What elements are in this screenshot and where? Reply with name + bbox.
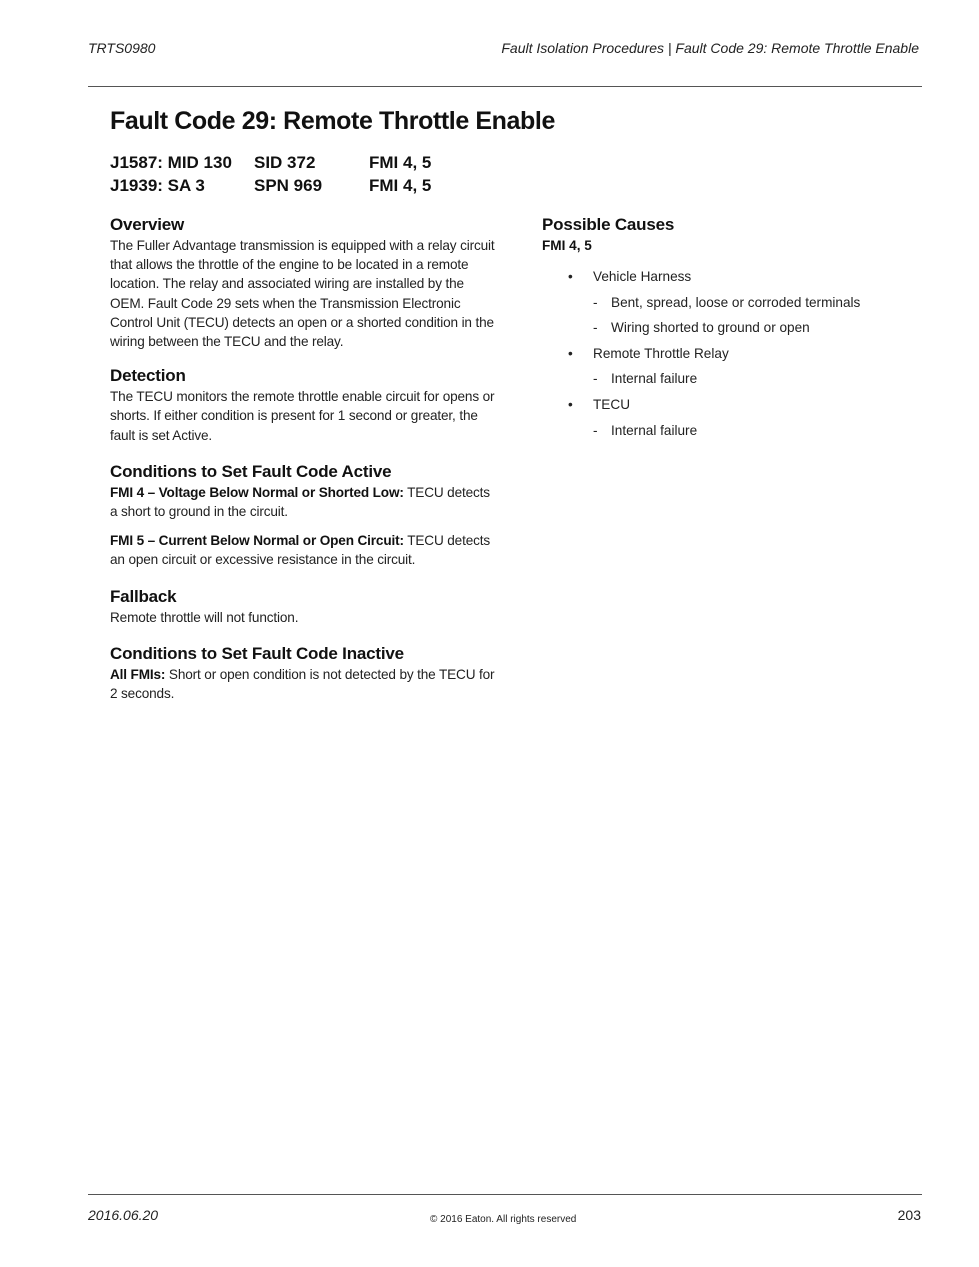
list-item [593,293,902,312]
footer-copyright: © 2016 Eaton. All rights reserved [430,1214,577,1225]
dash-icon: - [593,294,598,310]
fallback-heading: Fallback [110,586,177,606]
header-doc-id: TRTS0980 [88,40,156,56]
right-column [542,214,902,446]
bullet-icon: • [568,345,573,361]
list-item [593,369,902,388]
cause-detail: Wiring shorted to ground or open [611,320,810,336]
header-divider [88,86,922,87]
code-fmi: FMI 4, 5 [369,176,432,195]
cause-label: TECU [593,396,631,412]
list-item [542,395,902,440]
code-id: SPN 969 [254,176,323,195]
fallback-text: Remote throttle will not function. [110,609,299,625]
possible-causes-fmi: FMI 4, 5 [542,238,592,253]
conditions-inactive-heading: Conditions to Set Fault Code Inactive [110,643,404,663]
dash-icon: - [593,320,598,336]
code-fmi: FMI 4, 5 [369,153,432,172]
bullet-icon: • [568,269,573,284]
left-column [110,214,495,703]
condition-fmi5 [110,531,495,569]
condition-label: All FMIs: [110,666,166,682]
code-protocol: J1587: MID 130 [110,153,232,172]
possible-causes-heading: Possible Causes [542,215,675,234]
condition-text: TECU detects a short to ground in the circuit. [110,484,490,520]
condition-label: FMI 5 – Current Below Normal or Open Circuit: [110,533,404,549]
conditions-active-heading: Conditions to Set Fault Code Active [110,461,392,481]
cause-label: Remote Throttle Relay [593,345,729,361]
dash-icon: - [593,422,598,438]
page-number: 203 [897,1207,921,1223]
code-protocol: J1939: SA 3 [110,176,205,195]
cause-detail: Bent, spread, loose or corroded terminals [611,294,861,310]
dash-icon: - [593,371,598,387]
bullet-icon: • [568,396,573,412]
condition-text: Short or open condition is not detected by the TECU for 2 seconds. [110,666,495,702]
list-item [593,421,902,440]
cause-label: Vehicle Harness [593,269,692,284]
detection-heading: Detection [110,366,186,386]
condition-inactive [110,665,495,703]
page-title: Fault Code 29: Remote Throttle Enable [110,107,555,135]
possible-causes-list [542,267,902,440]
overview-heading: Overview [110,215,185,234]
code-id: SID 372 [254,153,316,172]
list-item [593,318,902,337]
condition-fmi4 [110,483,495,521]
header-section-title: Fault Isolation Procedures | Fault Code 29: Remote Throttle Enable [501,40,919,56]
list-item [542,267,902,337]
cause-detail: Internal failure [611,371,698,387]
list-item [542,344,902,389]
condition-text: TECU detects an open circuit or excessive resistance in the circuit. [110,533,491,568]
footer-divider [88,1194,922,1195]
condition-label: FMI 4 – Voltage Below Normal or Shorted Low: [110,484,404,500]
footer-date: 2016.06.20 [88,1207,159,1223]
cause-detail: Internal failure [611,422,698,438]
overview-text: The Fuller Advantage transmission is equipped with a relay circuit that allows the throttle of the engine to be located in a remote location. The relay and associated wiring are installed by the OEM. Fault Code 29 sets when the Transmission Electronic Control Unit (TECU) detects an open or a shorted condition in the wiring between the TECU and the relay. [110,238,495,350]
detection-text: The TECU monitors the remote throttle enable circuit for opens or shorts. If either condition is present for 1 second or greater, the fault is set Active. [110,389,495,443]
